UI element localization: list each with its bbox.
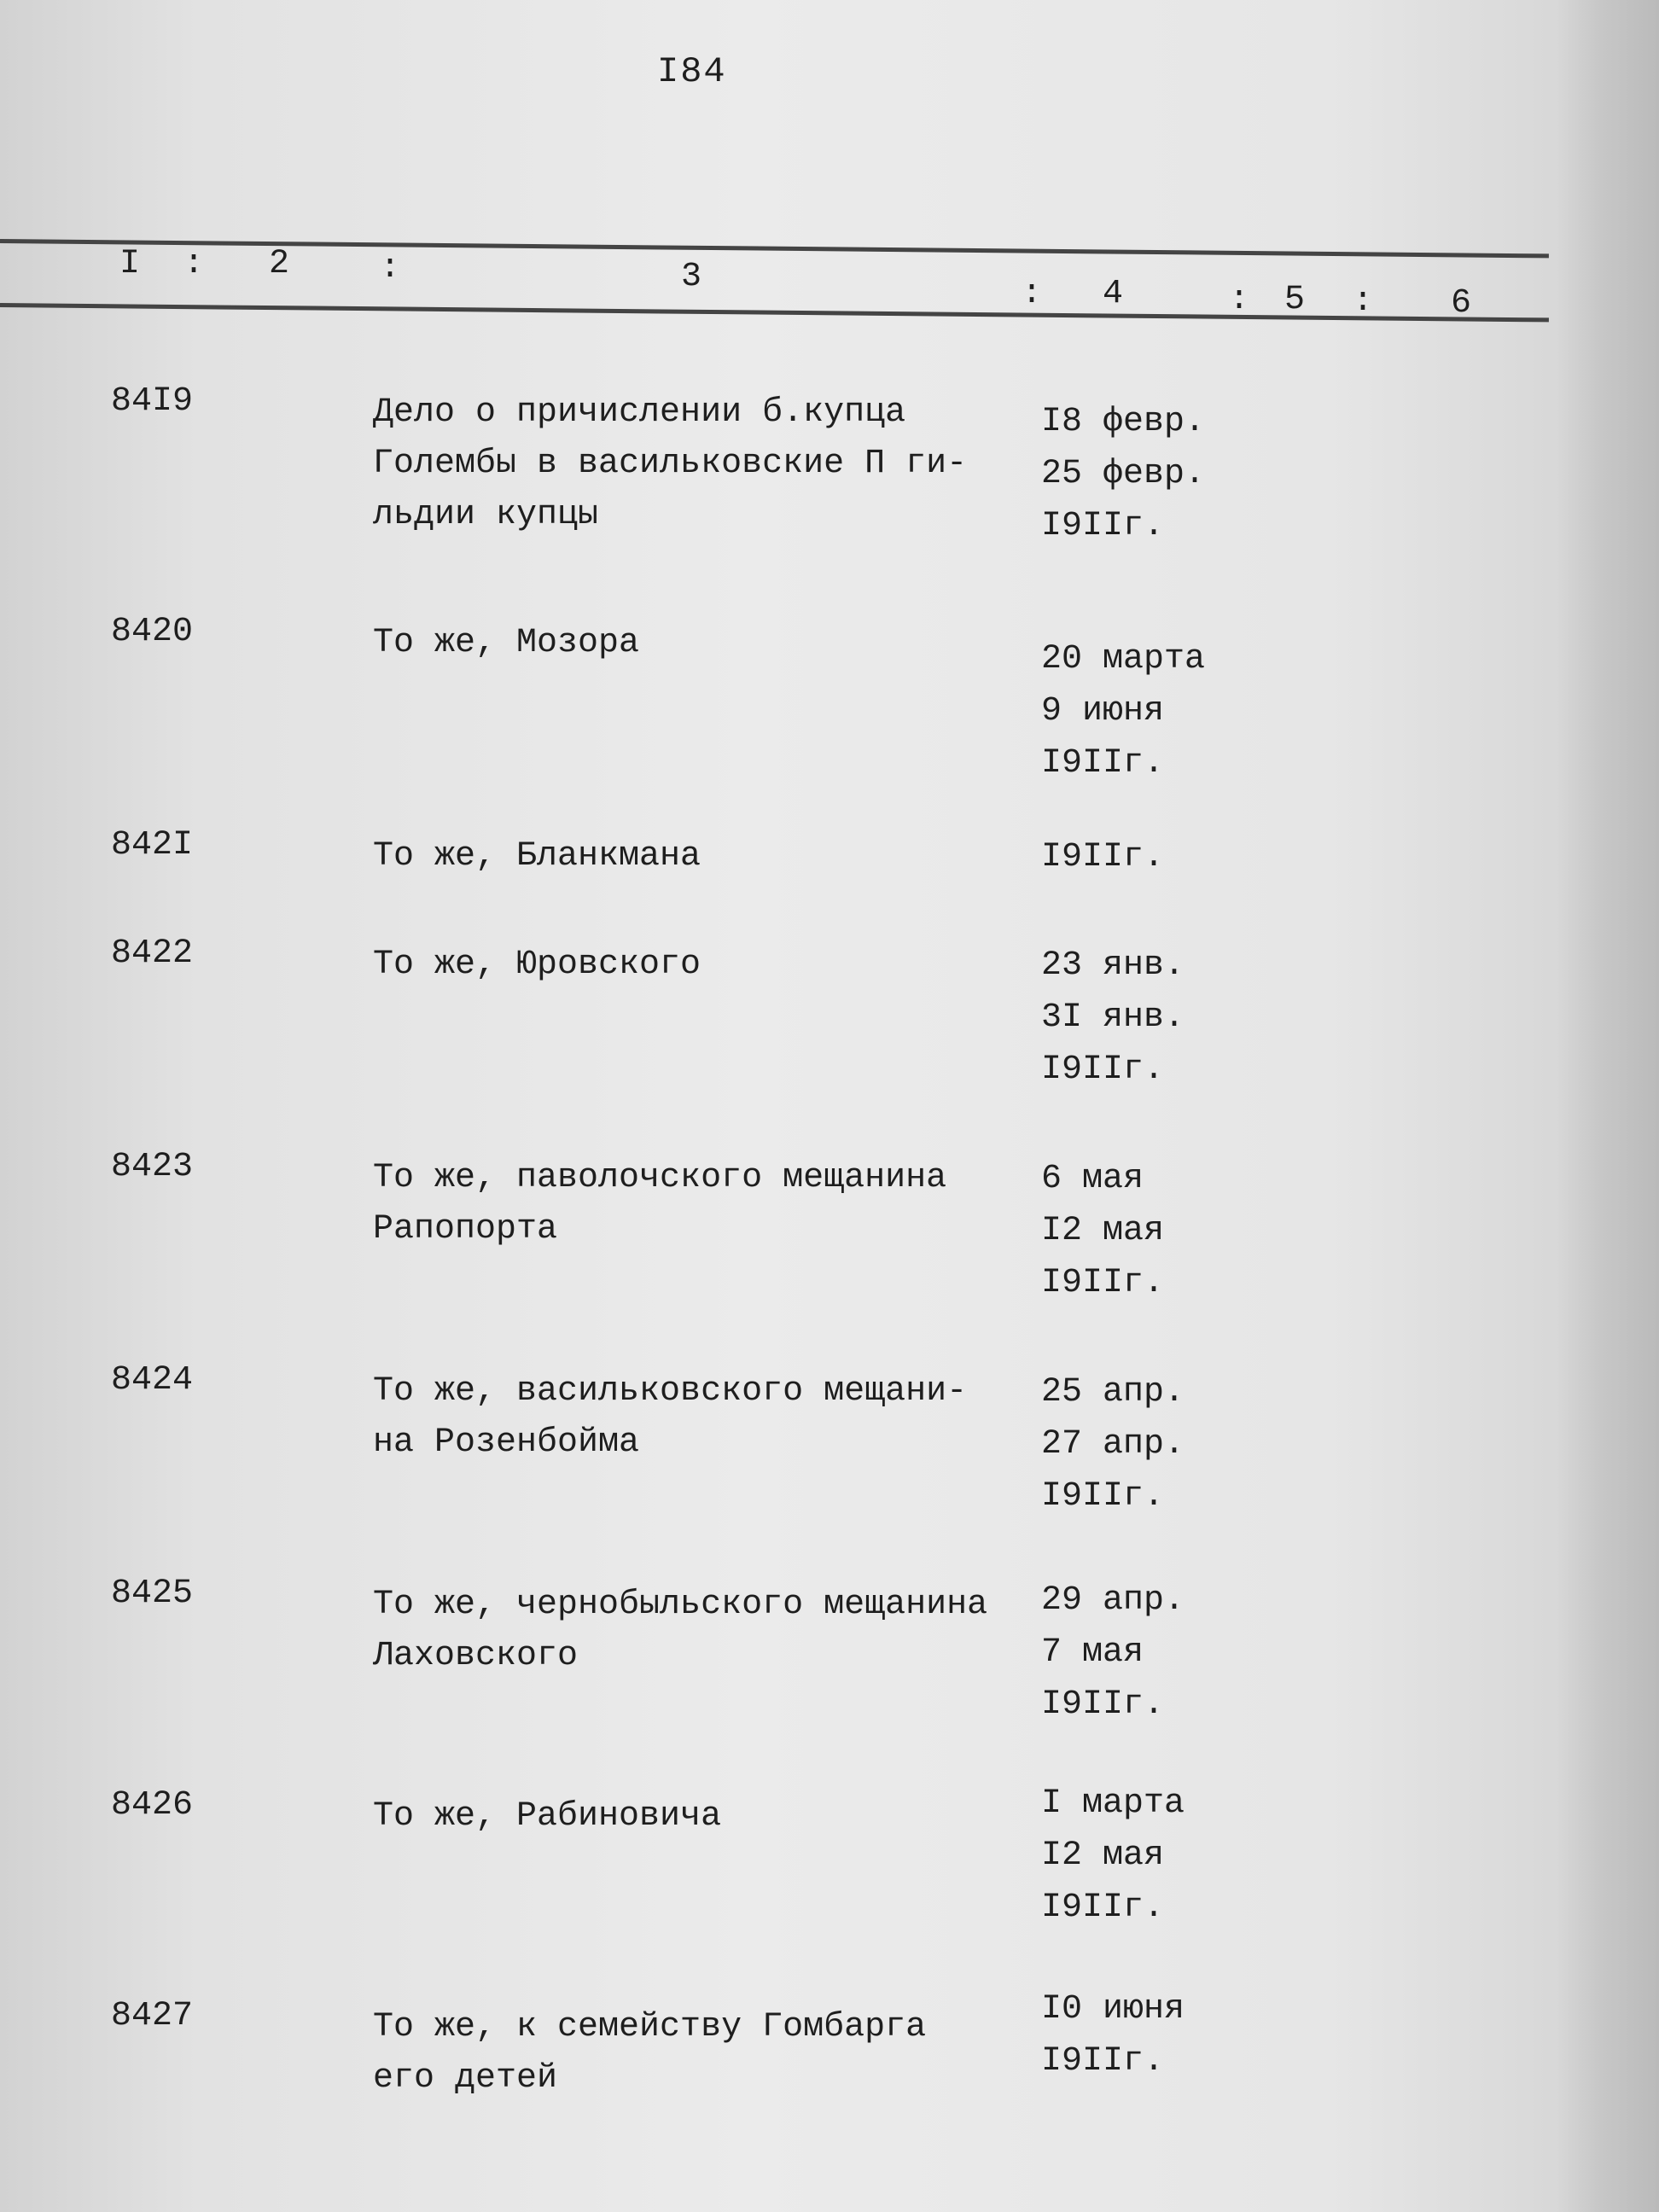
file-dates: [1041, 940, 1185, 1096]
file-number: 8423: [111, 1148, 194, 1186]
description-line: То же, к семейству Гомбарга: [373, 2008, 927, 2046]
date-line: I0 июня: [1041, 1990, 1185, 2029]
file-dates: [1041, 831, 1164, 883]
date-line: 9 июня: [1041, 692, 1165, 731]
column-header-4: 4: [1103, 275, 1124, 313]
date-line: I9IIг.: [1041, 838, 1165, 876]
description-line: То же, васильковского мещани-: [373, 1372, 968, 1411]
file-description: [373, 940, 701, 991]
description-line: льдии купцы: [373, 496, 599, 534]
column-header-2: 2: [269, 245, 290, 283]
description-line: То же, Юровского: [373, 946, 701, 984]
file-description: [373, 1580, 987, 1682]
file-dates: [1041, 1153, 1164, 1309]
file-number: 842I: [111, 826, 194, 864]
column-header-5: 5: [1284, 281, 1306, 319]
file-number: 8427: [111, 1997, 194, 2035]
date-line: 25 апр.: [1041, 1373, 1185, 1412]
date-line: I2 мая: [1041, 1837, 1165, 1875]
date-line: I марта: [1041, 1784, 1185, 1823]
date-line: I9IIг.: [1041, 1051, 1165, 1089]
header-bottom-rule: [0, 303, 1549, 322]
description-line: То же, чернобыльского мещанина: [373, 1586, 988, 1624]
date-line: I9IIг.: [1041, 2042, 1165, 2081]
date-line: 20 марта: [1041, 640, 1206, 678]
description-line: То же, Мозора: [373, 624, 640, 662]
description-line: Рапопорта: [373, 1210, 558, 1249]
file-dates: [1041, 1575, 1185, 1731]
file-dates: [1041, 1983, 1185, 2087]
header-top-rule: [0, 239, 1549, 258]
date-line: I8 февр.: [1041, 403, 1206, 441]
date-line: I9IIг.: [1041, 507, 1165, 545]
date-line: I9IIг.: [1041, 1264, 1165, 1302]
file-description: [373, 831, 701, 882]
file-description: [373, 1791, 721, 1842]
file-description: [373, 387, 967, 541]
description-line: Лаховского: [373, 1637, 579, 1675]
file-dates: [1041, 1366, 1185, 1522]
date-line: 23 янв.: [1041, 946, 1185, 985]
file-description: [373, 1366, 967, 1469]
file-number: 8424: [111, 1361, 194, 1400]
file-dates: [1041, 633, 1205, 789]
date-line: I9IIг.: [1041, 744, 1165, 783]
file-number: 8426: [111, 1786, 194, 1825]
column-header-3: 3: [681, 258, 702, 296]
description-line: его детей: [373, 2059, 558, 2098]
column-separator: :: [1022, 275, 1043, 313]
file-dates: [1041, 396, 1205, 552]
date-line: I9IIг.: [1041, 1685, 1165, 1724]
file-dates: [1041, 1778, 1185, 1934]
column-separator: :: [1229, 281, 1250, 319]
file-number: 8420: [111, 613, 194, 651]
date-line: I2 мая: [1041, 1212, 1165, 1250]
page-edge-shadow: [1557, 0, 1659, 2212]
date-line: 3I янв.: [1041, 998, 1185, 1037]
date-line: 27 апр.: [1041, 1425, 1185, 1464]
column-header-6: 6: [1451, 284, 1472, 323]
date-line: I9IIг.: [1041, 1889, 1165, 1927]
date-line: 29 апр.: [1041, 1581, 1185, 1620]
date-line: 6 мая: [1041, 1160, 1144, 1198]
date-line: 7 мая: [1041, 1633, 1144, 1672]
description-line: Дело о причислении б.купца: [373, 393, 906, 432]
description-line: на Розенбойма: [373, 1423, 640, 1462]
file-number: 8422: [111, 934, 194, 973]
file-number: 84I9: [111, 382, 194, 421]
file-description: [373, 1153, 946, 1255]
page-number: I84: [657, 51, 727, 92]
file-description: [373, 618, 639, 669]
file-number: 8425: [111, 1575, 194, 1613]
date-line: 25 февр.: [1041, 455, 1206, 493]
date-line: I9IIг.: [1041, 1477, 1165, 1516]
column-separator: :: [183, 245, 205, 283]
column-header-1: I: [119, 245, 141, 283]
description-line: Голембы в васильковские П ги-: [373, 445, 968, 483]
column-separator: :: [1353, 282, 1374, 321]
description-line: То же, Бланкмана: [373, 837, 701, 876]
description-line: То же, паволочского мещанина: [373, 1159, 947, 1197]
file-description: [373, 2002, 926, 2104]
description-line: То же, Рабиновича: [373, 1797, 722, 1836]
column-separator: :: [380, 249, 401, 288]
